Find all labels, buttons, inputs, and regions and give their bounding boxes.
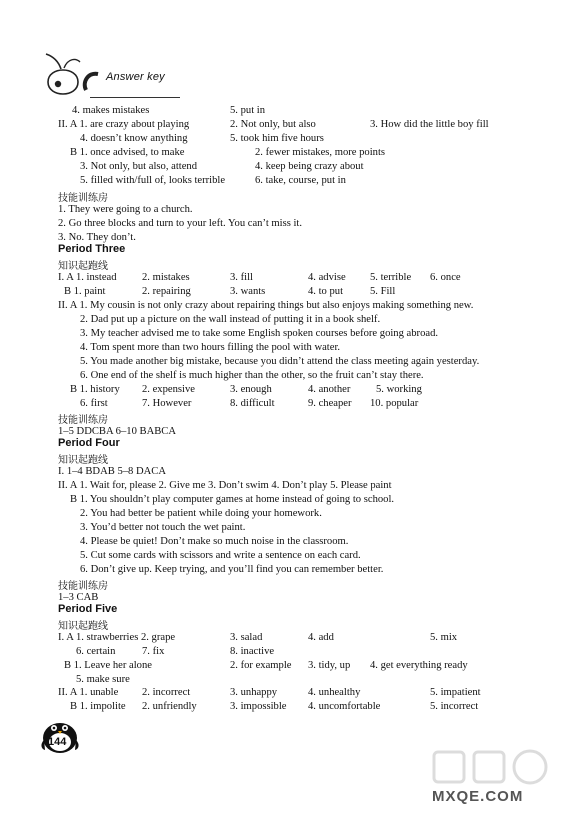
answer-line: 4. Please be quiet! Don’t make so much noise in the classroom.	[80, 536, 349, 547]
answer-line: 4. Tom spent more than two hours filling the pool with water.	[80, 342, 341, 353]
answer-line: 5. working	[376, 384, 422, 395]
answer-line: 3. My teacher advised me to take some English spoken courses before going abroad.	[80, 328, 439, 339]
section-label: 技能训练房	[58, 193, 108, 204]
section-label: 技能训练房	[58, 415, 108, 426]
answer-line: 4. get everything ready	[370, 660, 468, 671]
answer-line: 2. fewer mistakes, more points	[255, 147, 386, 158]
answer-line: 5. Cut some cards with scissors and write a sentence on each card.	[80, 550, 361, 561]
answer-line: 3. You’d better not touch the wet paint.	[80, 522, 246, 533]
answer-line: 5. terrible	[370, 272, 412, 283]
answer-line: 3. How did the little boy fill	[370, 119, 489, 130]
answer-line: 5. incorrect	[430, 701, 479, 712]
answer-line: 3. enough	[230, 384, 272, 395]
answer-line: 4. another	[308, 384, 351, 395]
answer-line: 2. mistakes	[142, 272, 190, 283]
answer-line: 5. filled with/full of, looks terrible	[80, 175, 226, 186]
section-label: 技能训练房	[58, 581, 108, 592]
answer-line: 4. to put	[308, 286, 344, 297]
answer-line: 10. popular	[370, 398, 419, 409]
answer-line: 5. You made another big mistake, because you didn’t attend the class meeting again yesterday.	[80, 356, 480, 367]
section-label: 知识起跑线	[58, 621, 108, 632]
answer-line: II. A 1. unable	[58, 687, 119, 698]
answer-line: B 1. history	[70, 384, 120, 395]
answer-line: 3. wants	[230, 286, 266, 297]
answer-line: 6. once	[430, 272, 461, 283]
answer-line: B 1. paint	[64, 286, 106, 297]
page-header	[0, 0, 563, 110]
answer-line: 3. impossible	[230, 701, 287, 712]
answer-line: I. A 1. strawberries 2. grape	[58, 632, 176, 643]
answer-line: 5. mix	[430, 632, 458, 643]
answer-line: 7. However	[142, 398, 192, 409]
answer-line: 2. expensive	[142, 384, 195, 395]
answer-line: II. A 1. are crazy about playing	[58, 119, 190, 130]
answer-line: 6. first	[80, 398, 108, 409]
answer-line: 2. Not only, but also	[230, 119, 316, 130]
answer-line: 8. difficult	[230, 398, 275, 409]
answer-line: 5. make sure	[76, 674, 130, 685]
answer-line: 4. keep being crazy about	[255, 161, 364, 172]
page-number: 144	[48, 736, 67, 748]
answer-line: 3. salad	[230, 632, 263, 643]
answer-line: 9. cheaper	[308, 398, 352, 409]
answer-line: 5. took him five hours	[230, 133, 324, 144]
answer-line: 4. add	[308, 632, 334, 643]
answer-line: 2. unfriendly	[142, 701, 197, 712]
answer-line: 5. Fill	[370, 286, 396, 297]
section-label: 知识起跑线	[58, 455, 108, 466]
apple-logo-icon	[28, 52, 113, 107]
answer-line: 4. uncomfortable	[308, 701, 381, 712]
answer-line: 4. doesn’t know anything	[80, 133, 188, 144]
period-heading: Period Four	[58, 437, 120, 449]
answer-line: 3. Not only, but also, attend	[80, 161, 198, 172]
answer-line: 1. They were going to a church.	[58, 204, 193, 215]
answer-line: 7. fix	[142, 646, 165, 657]
answer-line: 3. fill	[230, 272, 253, 283]
answer-line: 5. impatient	[430, 687, 481, 698]
answer-line: B 1. once advised, to make	[70, 147, 185, 158]
answer-line: 4. unhealthy	[308, 687, 361, 698]
answer-line: 4. makes mistakes	[72, 105, 150, 116]
answer-line: 2. for example	[230, 660, 292, 671]
answer-line: 5. put in	[230, 105, 266, 116]
answer-line: 1–5 DDCBA 6–10 BABCA	[58, 426, 177, 437]
period-heading: Period Three	[58, 243, 126, 255]
answer-line: B 1. impolite	[70, 701, 126, 712]
answer-line: II. A 1. My cousin is not only crazy about repairing things but also enjoys making something new.	[58, 300, 474, 311]
answer-line: B 1. You shouldn’t play computer games at home instead of going to school.	[70, 494, 395, 505]
answer-line: 2. incorrect	[142, 687, 191, 698]
answer-line: 3. tidy, up	[308, 660, 351, 671]
answer-line: 6. Don’t give up. Keep trying, and you’ll find you can remember better.	[80, 564, 384, 575]
answer-line: 3. No. They don’t.	[58, 232, 136, 243]
answer-line: 6. take, course, put in	[255, 175, 346, 186]
answer-line: 1–3 CAB	[58, 592, 99, 603]
answer-line: 6. One end of the shelf is much higher than the other, so the fruit can’t stay there.	[80, 370, 424, 381]
answer-line: 2. Dad put up a picture on the wall instead of putting it in a book shelf.	[80, 314, 381, 325]
answer-line: II. A 1. Wait for, please 2. Give me 3. Don’t swim 4. Don’t play 5. Please paint	[58, 480, 392, 491]
answer-line: 2. You had better be patient while doing your homework.	[80, 508, 322, 519]
answer-line: 8. inactive	[230, 646, 275, 657]
answer-line: 4. advise	[308, 272, 346, 283]
answer-line: 3. unhappy	[230, 687, 278, 698]
answer-line: B 1. Leave her alone	[64, 660, 152, 671]
section-label: 知识起跑线	[58, 261, 108, 272]
period-heading: Period Five	[58, 603, 118, 615]
answer-line: I. 1–4 BDAB 5–8 DACA	[58, 466, 167, 477]
header-rule	[90, 97, 180, 98]
header-title: Answer key	[106, 71, 165, 83]
answer-line: 6. certain	[76, 646, 116, 657]
answer-line: 2. Go three blocks and turn to your left. You can’t miss it.	[58, 218, 303, 229]
answer-line: I. A 1. instead	[58, 272, 117, 283]
answer-line: 2. repairing	[142, 286, 191, 297]
watermark-text: MXQE.COM	[432, 788, 524, 805]
